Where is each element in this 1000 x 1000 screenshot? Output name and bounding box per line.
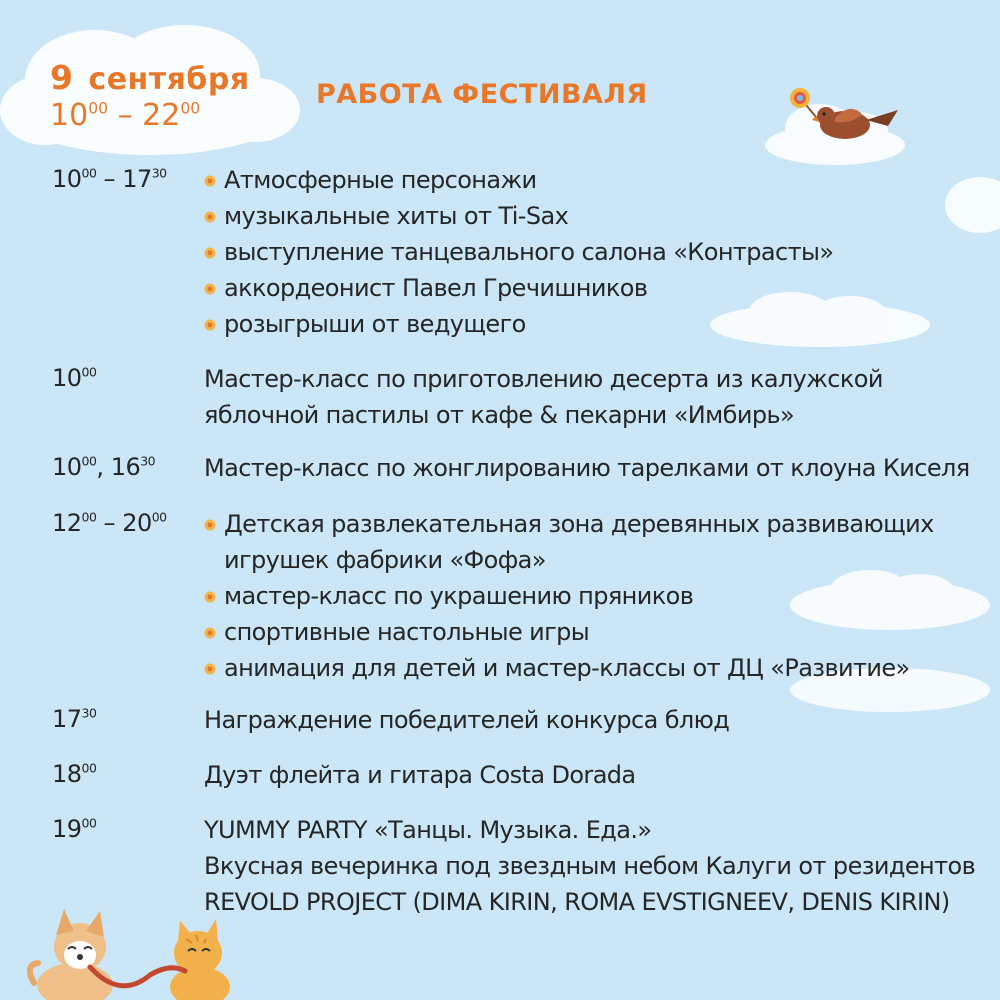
schedule-text: REVOLD PROJECT (DIMA KIRIN, ROMA EVSTIGNEEV, DENIS KIRIN) [204,888,950,916]
flower-bullet-icon [204,627,216,639]
schedule-content [204,506,984,686]
schedule-content [204,702,984,738]
flower-bullet-icon [204,283,216,295]
flower-bullet-icon [204,211,216,223]
list-item: музыкальные хиты от Ti-Sax [204,198,984,234]
flower-bullet-icon [204,591,216,603]
list-item: аккордеонист Павел Гречишников [204,270,984,306]
date-number: 9 [50,58,74,97]
date-month: сентября [88,62,250,97]
schedule-time: $10^{00} - 17^{30}$ [52,165,167,193]
schedule-time: $10^{00}$, $16^{30}$ [52,453,156,481]
list-item: Атмосферные персонажи [204,162,984,198]
list-item: мастер-класс по украшению пряников [204,578,984,614]
bird-with-lollipop-icon [780,80,910,160]
schedule-content [204,757,984,793]
list-item-continuation: игрушек фабрики «Фофа» [224,546,546,574]
flower-bullet-icon [204,519,216,531]
schedule-text: YUMMY PARTY «Танцы. Музыка. Еда.» [204,816,652,844]
schedule-text: Награждение победителей конкурса блюд [204,706,730,734]
schedule-text: Мастер-класс по приготовлению десерта из калужской [204,365,883,393]
flower-bullet-icon [204,175,216,187]
schedule-content [204,450,984,486]
schedule-content [204,361,984,433]
list-item: розыгрыши от ведущего [204,306,984,342]
list-item: Детская развлекательная зона деревянных развивающих [204,506,984,542]
schedule-text: Дуэт флейта и гитара Costa Dorada [204,761,636,789]
schedule-time: $18^{00}$ [52,760,97,788]
schedule-text: Мастер-класс по жонглированию тарелками от клоуна Киселя [204,454,970,482]
schedule-text: Вкусная вечеринка под звездным небом Калуги от резидентов [204,852,976,880]
schedule-time: $17^{30}$ [52,705,97,733]
schedule-content [204,812,984,920]
dog-and-cat-illustration [20,905,230,1000]
flower-bullet-icon [204,247,216,259]
festival-date [50,58,250,97]
schedule-text: яблочной пастилы от кафе & пекарни «Имбирь» [204,401,795,429]
festival-hours: $10^{00} - 22^{00}$ [50,98,201,133]
schedule-time: $10^{00}$ [52,364,97,392]
flower-bullet-icon [204,319,216,331]
page-title: РАБОТА ФЕСТИВАЛЯ [316,79,648,110]
list-item: анимация для детей и мастер-классы от ДЦ «Развитие» [204,650,984,686]
schedule-time: $12^{00} - 20^{00}$ [52,509,167,537]
flower-bullet-icon [204,663,216,675]
list-item: спортивные настольные игры [204,614,984,650]
list-item: выступление танцевального салона «Контрасты» [204,234,984,270]
schedule-time: $19^{00}$ [52,815,97,843]
schedule-content [204,162,984,342]
